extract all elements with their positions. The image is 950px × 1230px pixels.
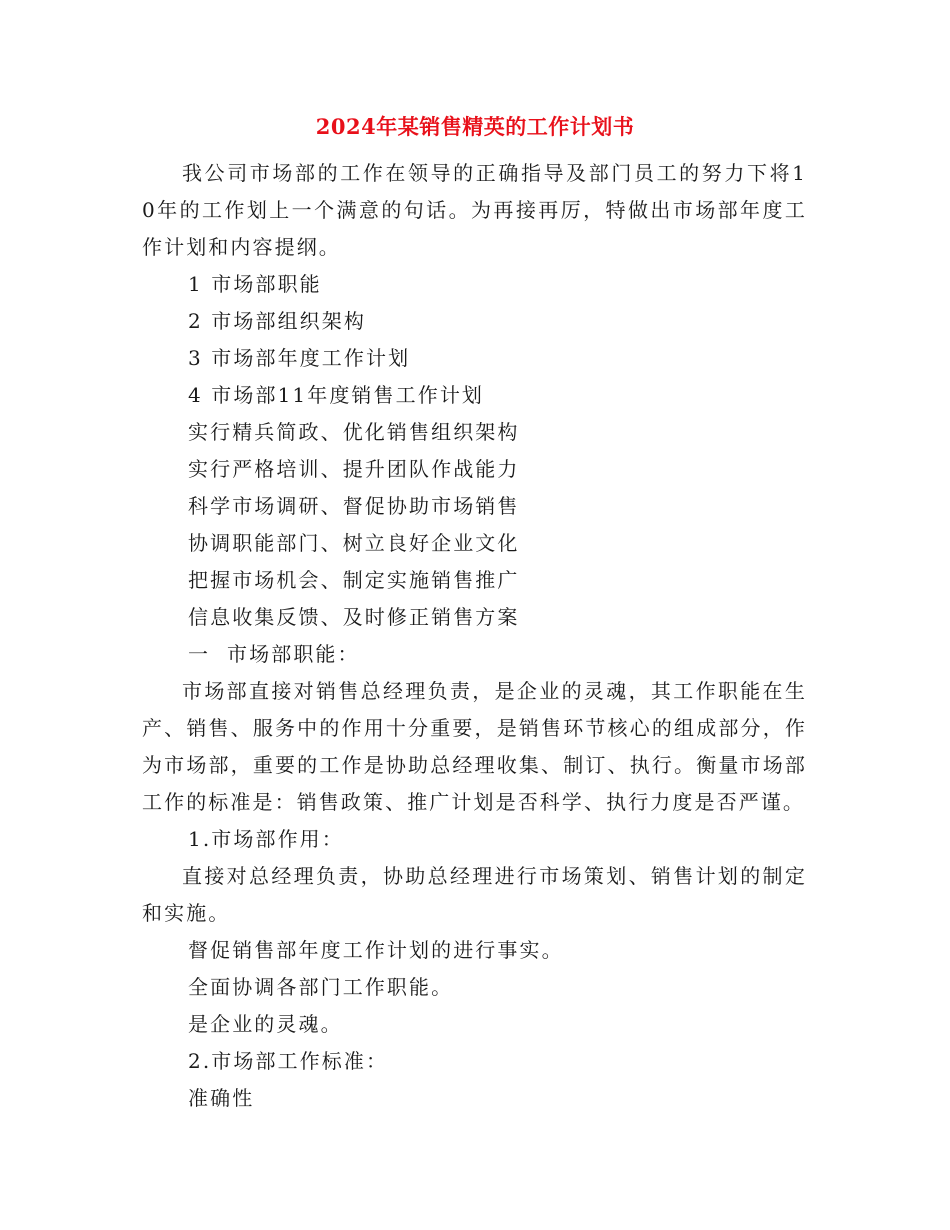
subsection-heading: 2.市场部工作标准： [188,1049,389,1073]
subsection-item: 准确性 [188,1086,255,1110]
key-point: 信息收集反馈、及时修正销售方案 [188,605,520,629]
section-paragraph: 市场部直接对销售总经理负责，是企业的灵魂，其工作职能在生产、销售、服务中的作用十分重要，是销售环节核心的组成部分，作为市场部，重要的工作是协助总经理收集、制订、执行。衡量市场部工作的标准是：销售政策、推广计划是否科学、执行力度是否严谨。 [142,679,807,814]
outline-item: 2 市场部组织架构 [188,309,366,333]
subsection-item: 全面协调各部门工作职能。 [188,975,454,999]
outline-item: 4 市场部11年度销售工作计划 [188,383,485,407]
outline-item: 1 市场部职能 [188,272,322,296]
key-point: 把握市场机会、制定实施销售推广 [188,568,520,592]
subsection-heading: 1.市场部作用： [188,827,344,851]
subsection-paragraph: 直接对总经理负责，协助总经理进行市场策划、销售计划的制定和实施。 [142,864,807,925]
key-point: 实行严格培训、提升团队作战能力 [188,457,520,481]
document-body [142,155,807,1117]
key-point: 实行精兵简政、优化销售组织架构 [188,420,520,444]
subsection-item: 督促销售部年度工作计划的进行事实。 [188,938,564,962]
key-point: 协调职能部门、树立良好企业文化 [188,531,520,555]
intro-paragraph: 我公司市场部的工作在领导的正确指导及部门员工的努力下将10年的工作划上一个满意的句话。为再接再厉，特做出市场部年度工作计划和内容提纲。 [142,161,807,259]
key-point: 科学市场调研、督促协助市场销售 [188,494,520,518]
section-heading: 一 市场部职能： [188,642,360,666]
document-title: 2024年某销售精英的工作计划书 [315,114,635,139]
outline-item: 3 市场部年度工作计划 [188,346,411,370]
subsection-item: 是企业的灵魂。 [188,1012,343,1036]
